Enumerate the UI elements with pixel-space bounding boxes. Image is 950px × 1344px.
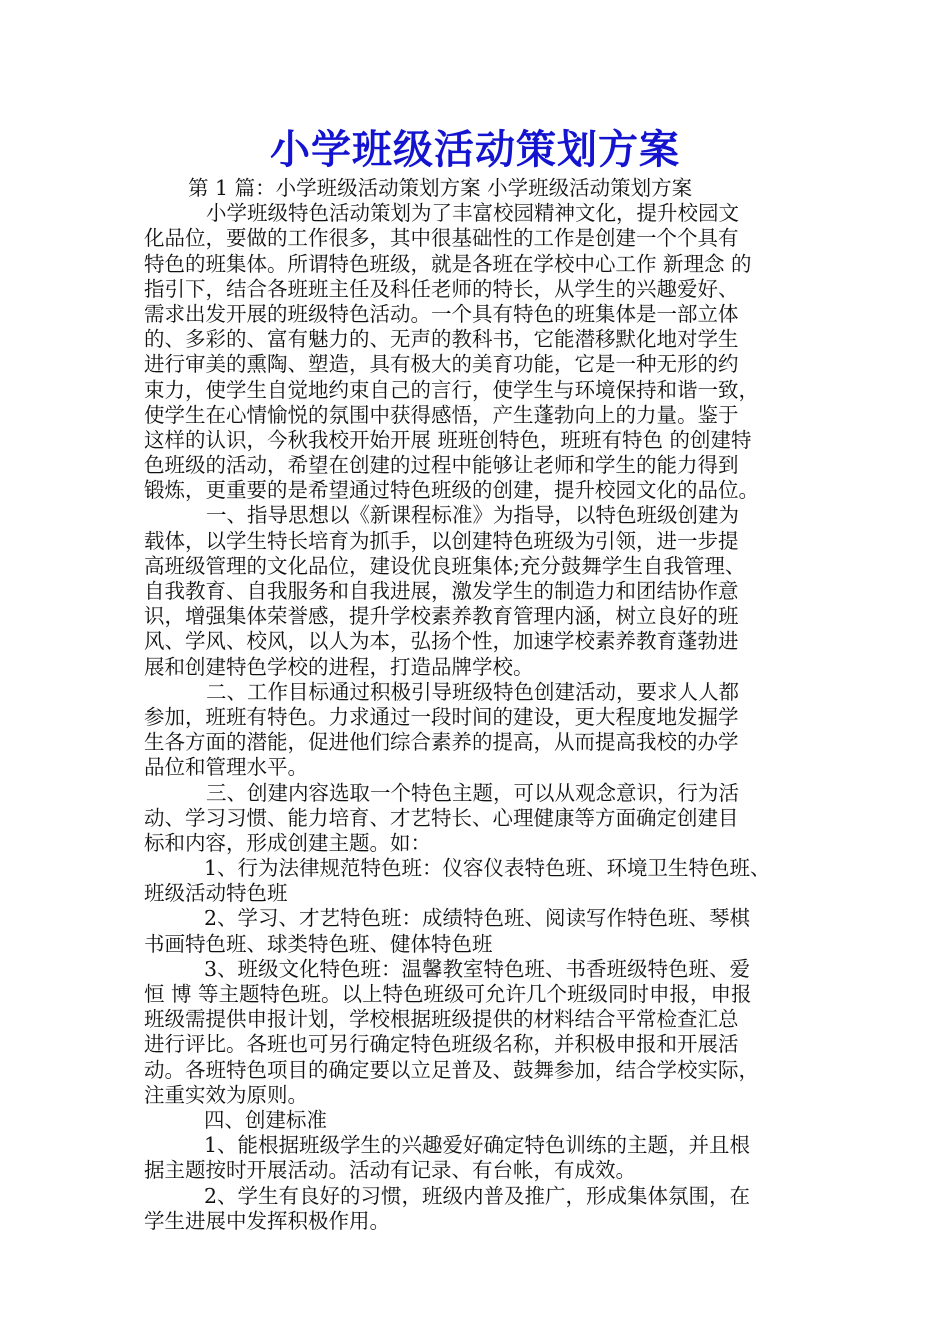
text-line: 特色的班集体。所谓特色班级，就是各班在学校中心工作 新理念 的 [144,251,752,276]
text-line: 的、多彩的、富有魅力的、无声的教科书，它能潜移默化地对学生 [144,327,739,352]
text-line: 识，增强集体荣誉感，提升学校素养教育管理内涵，树立良好的班 [144,604,739,629]
text-line: 参加，班班有特色。力求通过一段时间的建设，更大程度地发掘学 [144,704,739,729]
text-line: 这样的认识，今秋我校开始开展 班班创特色，班班有特色 的创建特 [144,427,752,452]
text-line: 学生进展中发挥积极作用。 [144,1208,390,1233]
text-line: 恒 博 等主题特色班。以上特色班级可允许几个班级同时申报，申报 [144,982,752,1006]
text-line: 进行评比。各班也可另行确定特色班级名称，并积极申报和开展活 [144,1032,739,1057]
text-line: 小学班级特色活动策划为了丰富校园精神文化，提升校园文 [206,201,739,226]
text-line: 指引下，结合各班班主任及科任老师的特长，从学生的兴趣爱好、 [144,276,739,301]
text-line: 展和创建特色学校的进程，打造品牌学校。 [144,654,534,679]
text-line: 品位和管理水平。 [144,755,308,780]
text-line: 班级需提供申报计划，学校根据班级提供的材料结合平常检查汇总 [144,1007,739,1032]
text-line: 需求出发开展的班级特色活动。一个具有特色的班集体是一部立体 [144,301,739,326]
text-line: 化品位，要做的工作很多，其中很基础性的工作是创建一个个具有 [144,226,739,251]
text-line: 3、班级文化特色班：温馨教室特色班、书香班级特色班、爱 [204,956,751,981]
text-line: 2、学生有良好的习惯，班级内普及推广，形成集体氛围，在 [204,1183,751,1208]
text-line: 标和内容，形成创建主题。如： [144,830,431,855]
text-line: 使学生在心情愉悦的氛围中获得感悟，产生蓬勃向上的力量。鉴于 [144,402,739,427]
text-line: 动、学习习惯、能力培育、才艺特长、心理健康等方面确定创建目 [144,805,739,830]
text-line: 四、创建标准 [204,1107,327,1132]
text-line: 书画特色班、球类特色班、健体特色班 [144,931,493,956]
text-line: 班级活动特色班 [144,881,288,906]
text-line: 束力，使学生自觉地约束自己的言行，使学生与环境保持和谐一致， [144,377,759,402]
text-line: 1、能根据班级学生的兴趣爱好确定特色训练的主题，并且根 [204,1133,751,1158]
text-line: 进行审美的熏陶、塑造，具有极大的美育功能，它是一种无形的约 [144,352,739,377]
text-line: 据主题按时开展活动。活动有记录、有台帐，有成效。 [144,1158,636,1183]
text-line: 二、工作目标通过积极引导班级特色创建活动，要求人人都 [206,679,739,704]
document-body [144,176,810,1234]
text-line: 第 1 篇：小学班级活动策划方案 小学班级活动策划方案 [188,176,693,200]
text-line: 一、指导思想以《新课程标准》为指导，以特色班级创建为 [206,503,739,528]
text-line: 风、学风、校风，以人为本，弘扬个性，加速学校素养教育蓬勃进 [144,629,739,654]
text-line: 1、行为法律规范特色班：仪容仪表特色班、环境卫生特色班、 [204,856,771,881]
text-line: 2、学习、才艺特色班：成绩特色班、阅读写作特色班、琴棋 [204,906,751,931]
text-line: 自我教育、自我服务和自我进展，激发学生的制造力和团结协作意 [144,579,739,603]
text-line: 注重实效为原则。 [144,1082,308,1107]
text-line: 色班级的活动，希望在创建的过程中能够让老师和学生的能力得到 [144,453,739,478]
text-line: 动。各班特色项目的确定要以立足普及、鼓舞参加，结合学校实际， [144,1057,759,1082]
text-line: 三、创建内容选取一个特色主题，可以从观念意识，行为活 [206,780,739,805]
document-title: 小学班级活动策划方案 [270,126,680,173]
text-line: 锻炼，更重要的是希望通过特色班级的创建，提升校园文化的品位。 [144,478,759,503]
text-line: 高班级管理的文化品位，建设优良班集体;充分鼓舞学生自我管理、 [144,553,746,578]
text-line: 生各方面的潜能，促进他们综合素养的提高，从而提高我校的办学 [144,730,739,755]
text-line: 载体，以学生特长培育为抓手，以创建特色班级为引领，进一步提 [144,528,739,553]
